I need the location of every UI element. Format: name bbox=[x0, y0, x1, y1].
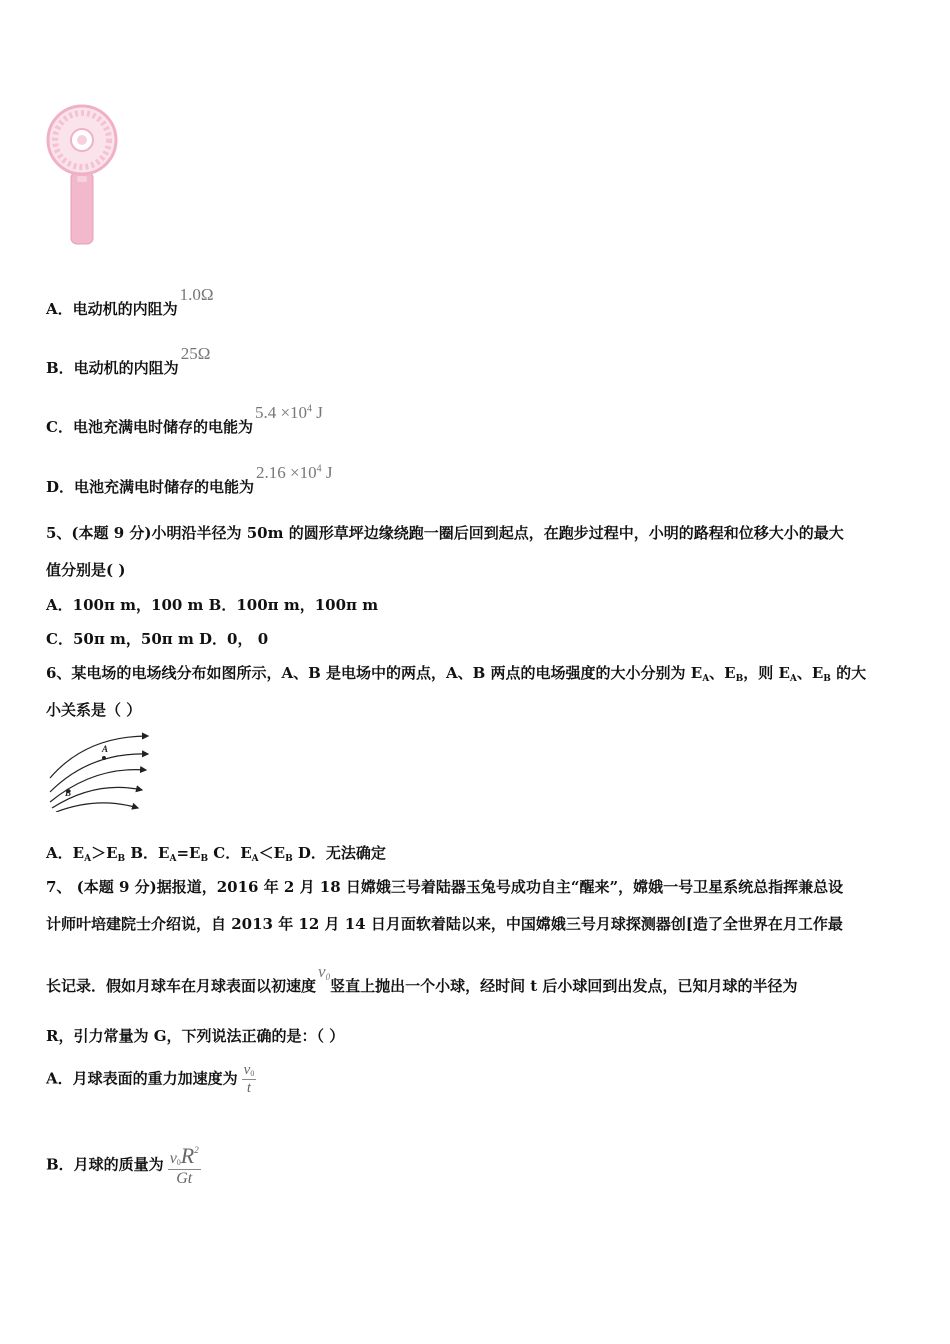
q7-stem-line3: 长记录．假如月球车在月球表面以初速度$v_0$竖直上抛出一个小球，经时间 t 后小球回到出发点，已知月球的半径为 bbox=[46, 962, 798, 995]
q4-option-b-label: B．电动机的内阻为 bbox=[46, 359, 179, 377]
handheld-fan-icon bbox=[44, 102, 124, 247]
q4-option-d-label: D．电池充满电时储存的电能为 bbox=[46, 478, 255, 496]
electric-field-lines-figure bbox=[46, 730, 154, 812]
q7-option-a: A．月球表面的重力加速度为 $\frac{v_0}{t}$ bbox=[46, 1062, 255, 1096]
q4-option-c bbox=[46, 403, 323, 437]
field-point-b-label: B bbox=[65, 788, 72, 798]
q5-options-cd: C．50π m，50π m D．0， 0 bbox=[46, 630, 269, 648]
q4-option-c-label: C．电池充满电时储存的电能为 bbox=[46, 418, 253, 436]
field-point-a-label: A bbox=[102, 744, 109, 754]
q7-option-b-formula: $\frac{v_0R^2}{Gt}$ bbox=[169, 1143, 199, 1187]
q6-options: A．$E_A>E_B$ B．$E_A=E_B$ C．$E_A<E_B$ D．无法确定 bbox=[46, 844, 386, 864]
q4-option-a bbox=[46, 285, 214, 319]
q7-option-b: B．月球的质量为 $\frac{v_0R^2}{Gt}$ bbox=[46, 1143, 199, 1187]
q7-stem-line1: 7、 (本题 9 分)据报道，2016 年 2 月 18 日嫦娥三号着陆器玉兔号成功自主“醒来”，嫦娥一号卫星系统总指挥兼总设 bbox=[46, 878, 844, 896]
q4-option-b-math: 25Ω bbox=[180, 344, 211, 363]
q4-option-a-math: 1.0Ω bbox=[179, 285, 214, 304]
q4-option-d bbox=[46, 463, 333, 497]
q6-stem-line1: 6、某电场的电场线分布如图所示，A、B 是电场中的两点，A、B 两点的电场强度的大小分别为 $E_A$、$E_B$，则 $E_A$、$E_B$ 的大 bbox=[46, 664, 867, 684]
q7-stem-line4: R，引力常量为 G，下列说法正确的是：（ ） bbox=[46, 1027, 345, 1045]
q5-options-ab: A．100π m，100 m B．100π m，100π m bbox=[46, 596, 379, 614]
q7-stem-line2: 计师叶培建院士介绍说，自 2013 年 12 月 14 日月面软着陆以来，中国嫦娥三号月球探测器创[造了全世界在月工作最 bbox=[46, 915, 843, 933]
q4-option-d-math: $2.16 \times 10^4$ J bbox=[256, 463, 333, 482]
q6-stem-line2: 小关系是（ ） bbox=[46, 701, 142, 719]
q4-option-a-label: A．电动机的内阻为 bbox=[46, 300, 178, 318]
q4-option-c-math: $5.4 \times 10^4$ J bbox=[254, 403, 323, 422]
q5-stem-line2: 值分别是( ) bbox=[46, 561, 126, 579]
q7-option-a-formula: $\frac{v_0}{t}$ bbox=[243, 1062, 255, 1096]
q5-stem-line1: 5、(本题 9 分)小明沿半径为 50m 的圆形草坪边缘绕跑一圈后回到起点，在跑步过程中，小明的路程和位移大小的最大 bbox=[46, 524, 844, 542]
q4-option-b bbox=[46, 344, 211, 378]
